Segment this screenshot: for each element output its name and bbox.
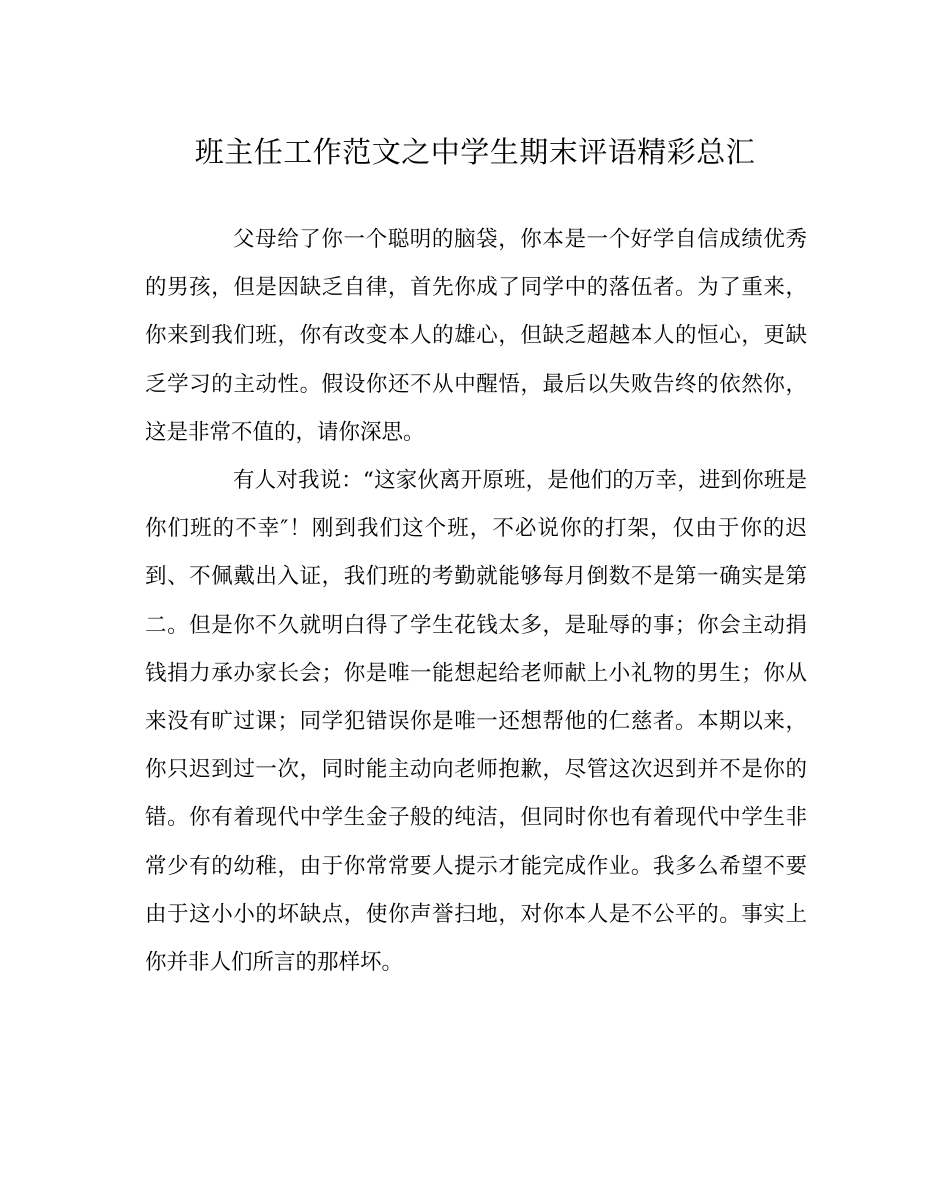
paragraph-2: 有人对我说：“这家伙离开原班，是他们的万幸，进到你班是你们班的不幸″！刚到我们这个班，不必说你的打架，仅由于你的迟到、不佩戴出入证，我们班的考勤就能够每月倒数不是第一确实是第二。但是你不久就明白得了学生花钱太多，是耻辱的事；你会主动捐钱捐力承办家长会；你是唯一能想起给老师献上小礼物的男生；你从来没有旷过课；同学犯错误你是唯一还想帮他的仁慈者。本期以来，你只迟到过一次，同时能主动向老师抱歉，尽管这次迟到并不是你的错。你有着现代中学生金子般的纯洁，但同时你也有着现代中学生非常少有的幼稚，由于你常常要人提示才能完成作业。我多么希望不要由于这小小的坏缺点，使你声誉扫地，对你本人是不公平的。事实上你并非人们所言的那样坏。 [145,468,807,976]
document-body [145,216,807,987]
paragraph-1: 父母给了你一个聪明的脑袋，你本是一个好学自信成绩优秀的男孩，但是因缺乏自律，首先你成了同学中的落伍者。为了重来，你来到我们班，你有改变本人的雄心，但缺乏超越本人的恒心，更缺乏学习的主动性。假设你还不从中醒悟，最后以失败告终的依然你，这是非常不值的，请你深思。 [145,227,807,445]
document-title: 班主任工作范文之中学生期末评语精彩总汇 [194,135,756,169]
